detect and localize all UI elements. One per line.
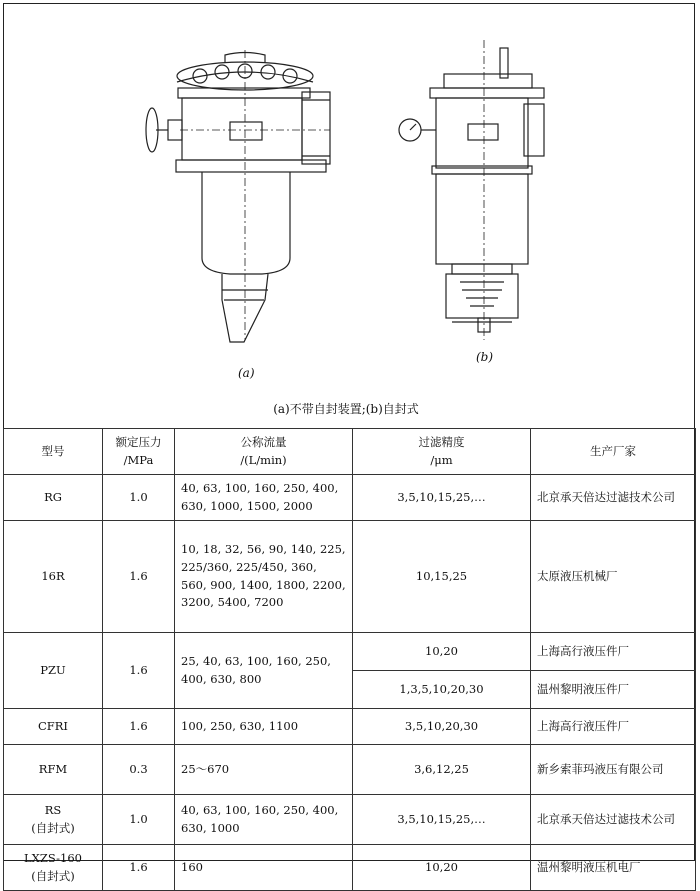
figure-caption: (a)不带自封装置;(b)自封式 [273, 402, 419, 416]
cell-pressure: 1.6 [103, 845, 175, 891]
cell-flow: 25, 40, 63, 100, 160, 250, 400, 630, 800 [175, 633, 353, 709]
cell-model: RS (自封式) [4, 795, 103, 845]
cell-maker: 北京承天倍达过滤技术公司 [531, 475, 696, 521]
table-header-row [4, 429, 696, 475]
header-model: 型号 [4, 429, 103, 475]
filter-spec-table [3, 428, 696, 891]
cell-precision: 3,5,10,15,25,… [353, 795, 531, 845]
cell-precision: 10,20 [353, 633, 531, 671]
cell-pressure: 1.0 [103, 475, 175, 521]
cell-flow: 25～670 [175, 745, 353, 795]
cell-model: LXZS-160 (自封式) [4, 845, 103, 891]
cell-maker: 上海高行液压件厂 [531, 633, 696, 671]
cell-maker: 太原液压机械厂 [531, 521, 696, 633]
header-flow: 公称流量 /(L/min) [175, 429, 353, 475]
cell-flow: 40, 63, 100, 160, 250, 400, 630, 1000, 1500, 2000 [175, 475, 353, 521]
cell-model: RFM [4, 745, 103, 795]
cell-model: RG [4, 475, 103, 521]
cell-pressure: 1.6 [103, 633, 175, 709]
table-row [4, 521, 696, 633]
cell-model: CFRI [4, 709, 103, 745]
header-pressure: 额定压力 /MPa [103, 429, 175, 475]
cell-flow: 160 [175, 845, 353, 891]
table-row [4, 745, 696, 795]
cell-precision: 3,5,10,20,30 [353, 709, 531, 745]
table-row [4, 475, 696, 521]
cell-maker: 上海高行液压件厂 [531, 709, 696, 745]
cell-precision: 3,6,12,25 [353, 745, 531, 795]
cell-flow: 10, 18, 32, 56, 90, 140, 225, 225/360, 225/450, 360, 560, 900, 1400, 1800, 2200, 3200, 5400, 7200 [175, 521, 353, 633]
header-maker: 生产厂家 [531, 429, 696, 475]
table-row [4, 795, 696, 845]
cell-precision: 1,3,5,10,20,30 [353, 671, 531, 709]
cell-model: 16R [4, 521, 103, 633]
cell-maker: 北京承天倍达过滤技术公司 [531, 795, 696, 845]
table-row [4, 633, 696, 671]
filter-drawing-b [0, 0, 700, 400]
cell-precision: 10,15,25 [353, 521, 531, 633]
cell-maker: 温州黎明液压件厂 [531, 671, 696, 709]
cell-precision: 10,20 [353, 845, 531, 891]
cell-model: PZU [4, 633, 103, 709]
header-precision: 过滤精度 /μm [353, 429, 531, 475]
figure-area [0, 0, 692, 425]
cell-maker: 新乡索菲玛液压有限公司 [531, 745, 696, 795]
table-row [4, 709, 696, 745]
table-row [4, 845, 696, 891]
cell-pressure: 0.3 [103, 745, 175, 795]
cell-pressure: 1.6 [103, 521, 175, 633]
cell-pressure: 1.0 [103, 795, 175, 845]
figure-label-b: (b) [476, 350, 494, 364]
figure-label-a: (a) [238, 366, 255, 380]
cell-flow: 40, 63, 100, 160, 250, 400, 630, 1000 [175, 795, 353, 845]
cell-precision: 3,5,10,15,25,… [353, 475, 531, 521]
cell-pressure: 1.6 [103, 709, 175, 745]
cell-maker: 温州黎明液压机电厂 [531, 845, 696, 891]
cell-flow: 100, 250, 630, 1100 [175, 709, 353, 745]
